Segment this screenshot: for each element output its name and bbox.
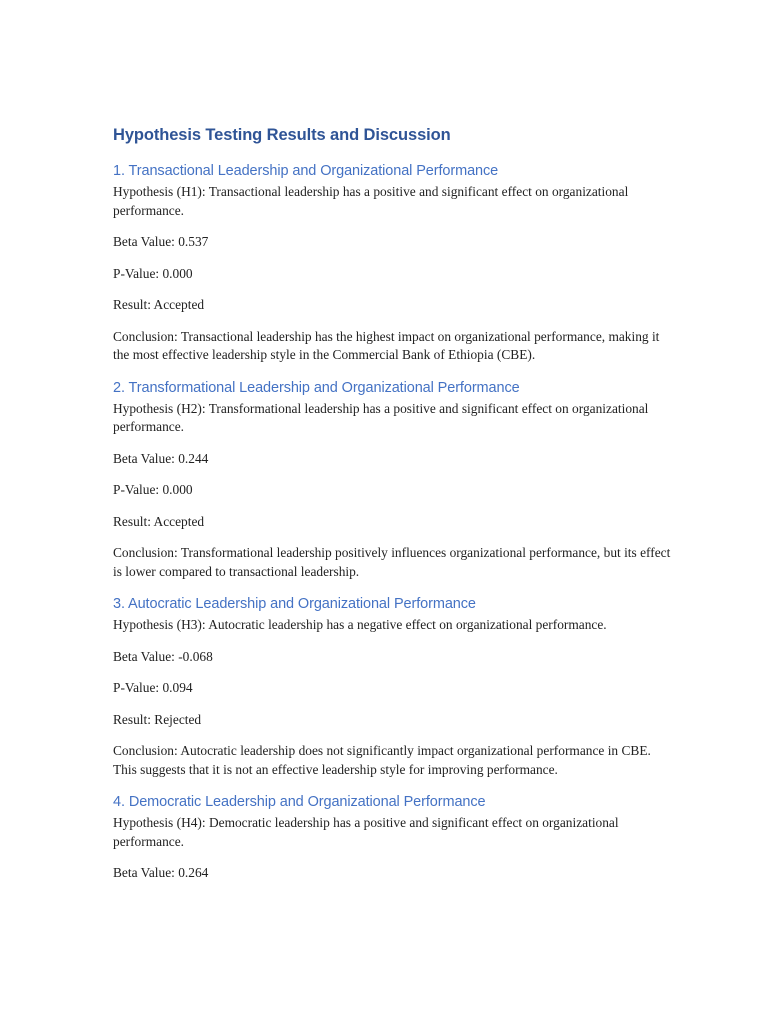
result-text: Result: Accepted: [113, 513, 205, 529]
p-value: P-Value: 0.094: [113, 680, 193, 695]
section-heading: 4. Democratic Leadership and Organizational Performance: [113, 794, 486, 810]
hypothesis-text: Hypothesis (H3): Autocratic leadership has a negative effect on organizational performance.: [113, 617, 607, 632]
result-text: Result: Accepted: [113, 297, 205, 312]
section-autocratic: [113, 594, 673, 779]
section-democratic: [113, 792, 673, 883]
section-transformational: [113, 378, 673, 582]
hypothesis-text: Hypothesis (H2): Transformational leadership has a positive and significant effect on organizational performance.: [113, 400, 649, 434]
section-heading: 2. Transformational Leadership and Organizational Performance: [113, 379, 520, 396]
hypothesis-text: Hypothesis (H1): Transactional leadership has a positive and significant effect on organizational performance.: [113, 184, 629, 218]
hypothesis-text: Hypothesis (H4): Democratic leadership has a positive and significant effect on organizational performance.: [113, 815, 619, 849]
section-heading: 3. Autocratic Leadership and Organizational Performance: [113, 596, 476, 612]
beta-value: Beta Value: 0.244: [113, 450, 209, 466]
p-value: P-Value: 0.000: [113, 482, 193, 497]
beta-value: Beta Value: -0.068: [113, 648, 213, 664]
conclusion-text: Conclusion: Autocratic leadership does not significantly impact organizational performance in CBE. This suggests that it is not an effective leadership style for improving performance.: [113, 743, 651, 777]
conclusion-text: Conclusion: Transactional leadership has the highest impact on organizational performance, making it the most effective leadership style in the Commercial Bank of Ethiopia (CBE).: [113, 328, 660, 362]
section-transactional: [113, 161, 673, 365]
beta-value: Beta Value: 0.537: [113, 234, 209, 249]
conclusion-text: Conclusion: Transformational leadership positively influences organizational performance, but its effect is lower compared to transactional leadership.: [113, 545, 671, 579]
document-title: Hypothesis Testing Results and Discussion: [113, 126, 451, 144]
p-value: P-Value: 0.000: [113, 265, 193, 281]
beta-value: Beta Value: 0.264: [113, 865, 209, 880]
result-text: Result: Rejected: [113, 711, 202, 727]
section-heading: 1. Transactional Leadership and Organizational Performance: [113, 163, 499, 179]
document-content: [113, 124, 673, 896]
